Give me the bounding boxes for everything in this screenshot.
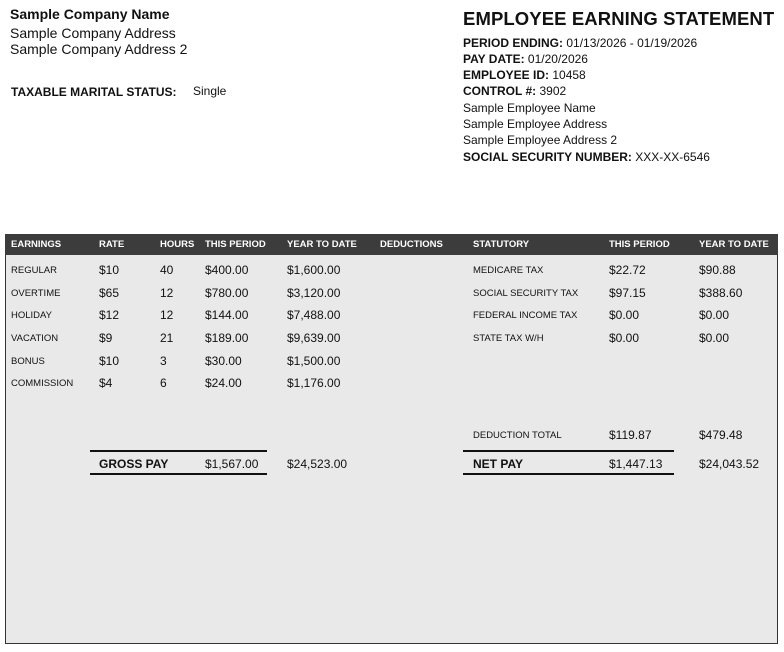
- earning-this-period: $189.00: [205, 331, 249, 345]
- statutory-ytd: $0.00: [699, 331, 730, 345]
- earning-this-period: $24.00: [205, 376, 242, 390]
- company-address-2: Sample Company Address 2: [10, 41, 188, 57]
- earning-rate: $12: [99, 308, 120, 322]
- employee-address-1: Sample Employee Address: [463, 117, 608, 131]
- earning-this-period: $144.00: [205, 308, 249, 322]
- net-pay-bottom-rule: [463, 473, 674, 475]
- earning-rate: $65: [99, 286, 120, 300]
- header-rate: RATE: [99, 239, 125, 250]
- employee-id: [463, 68, 586, 82]
- header-year-to-date: YEAR TO DATE: [287, 239, 357, 250]
- deduction-total-this-period: $119.87: [609, 428, 652, 442]
- company-address-1: Sample Company Address: [10, 25, 176, 41]
- earning-name: VACATION: [11, 333, 59, 344]
- earning-ytd: $3,120.00: [287, 286, 341, 300]
- control-number: [463, 84, 566, 98]
- earning-hours: 40: [160, 263, 174, 277]
- statutory-name: MEDICARE TAX: [473, 265, 544, 276]
- statutory-this-period: $97.15: [609, 286, 646, 300]
- statutory-name: FEDERAL INCOME TAX: [473, 310, 578, 321]
- earning-ytd: $7,488.00: [287, 308, 341, 322]
- period-ending-value: 01/13/2026 - 01/19/2026: [566, 36, 698, 50]
- employee-id-value: 10458: [552, 68, 586, 82]
- statutory-this-period: $0.00: [609, 308, 640, 322]
- earning-hours: 3: [160, 354, 167, 368]
- earning-name: REGULAR: [11, 265, 57, 276]
- period-ending-label: PERIOD ENDING:: [463, 36, 564, 50]
- header-statutory: STATUTORY: [473, 239, 530, 250]
- marital-status-value: Single: [193, 84, 227, 98]
- net-pay-label: NET PAY: [473, 457, 524, 471]
- gross-pay-ytd: $24,523.00: [287, 457, 348, 471]
- statement-title: EMPLOYEE EARNING STATEMENT: [463, 8, 775, 29]
- net-pay-ytd: $24,043.52: [699, 457, 760, 471]
- header-stat-year-to-date: YEAR TO DATE: [699, 239, 769, 250]
- statutory-name: SOCIAL SECURITY TAX: [473, 288, 579, 299]
- earning-ytd: $1,600.00: [287, 263, 341, 277]
- deduction-total-ytd: $479.48: [699, 428, 743, 442]
- header-this-period: THIS PERIOD: [205, 239, 266, 250]
- gross-pay-this-period: $1,567.00: [205, 457, 259, 471]
- earnings-table-panel: [5, 234, 778, 644]
- employee-address-2: Sample Employee Address 2: [463, 133, 618, 147]
- ssn: [463, 150, 710, 164]
- statutory-this-period: $22.72: [609, 263, 646, 277]
- employee-name: Sample Employee Name: [463, 101, 596, 115]
- earning-this-period: $400.00: [205, 263, 249, 277]
- earning-rate: $4: [99, 376, 113, 390]
- earning-hours: 12: [160, 286, 174, 300]
- earning-hours: 6: [160, 376, 167, 390]
- period-ending: [463, 36, 697, 50]
- deduction-total-label: DEDUCTION TOTAL: [473, 430, 562, 441]
- marital-status-label: TAXABLE MARITAL STATUS:: [11, 85, 177, 99]
- earning-ytd: $1,176.00: [287, 376, 341, 390]
- earning-name: BONUS: [11, 356, 45, 367]
- pay-date: [463, 52, 588, 66]
- earning-name: OVERTIME: [11, 288, 61, 299]
- control-number-value: 3902: [539, 84, 567, 98]
- statutory-ytd: $0.00: [699, 308, 730, 322]
- earning-hours: 21: [160, 331, 174, 345]
- company-name: Sample Company Name: [10, 6, 170, 22]
- statutory-name: STATE TAX W/H: [473, 333, 544, 344]
- earning-this-period: $30.00: [205, 354, 242, 368]
- earning-rate: $10: [99, 263, 120, 277]
- employee-id-label: EMPLOYEE ID:: [463, 68, 550, 82]
- earning-name: COMMISSION: [11, 378, 74, 389]
- gross-pay-bottom-rule: [90, 473, 267, 475]
- earning-ytd: $9,639.00: [287, 331, 341, 345]
- earning-name: HOLIDAY: [11, 310, 53, 321]
- ssn-label: SOCIAL SECURITY NUMBER:: [463, 150, 632, 164]
- earning-rate: $10: [99, 354, 120, 368]
- earning-ytd: $1,500.00: [287, 354, 341, 368]
- earning-rate: $9: [99, 331, 113, 345]
- net-pay-this-period: $1,447.13: [609, 457, 663, 471]
- net-pay-top-rule: [463, 450, 674, 452]
- header-stat-this-period: THIS PERIOD: [609, 239, 670, 250]
- earning-this-period: $780.00: [205, 286, 249, 300]
- statutory-this-period: $0.00: [609, 331, 640, 345]
- ssn-value: XXX-XX-6546: [635, 150, 710, 164]
- header-hours: HOURS: [160, 239, 195, 250]
- pay-date-value: 01/20/2026: [527, 52, 588, 66]
- control-number-label: CONTROL #:: [463, 84, 537, 98]
- gross-pay-label: GROSS PAY: [99, 457, 169, 471]
- header-earnings: EARNINGS: [11, 239, 62, 250]
- pay-date-label: PAY DATE:: [463, 52, 525, 66]
- statutory-ytd: $388.60: [699, 286, 743, 300]
- gross-pay-top-rule: [90, 450, 267, 452]
- statutory-ytd: $90.88: [699, 263, 736, 277]
- earning-hours: 12: [160, 308, 174, 322]
- header-deductions: DEDUCTIONS: [380, 239, 443, 250]
